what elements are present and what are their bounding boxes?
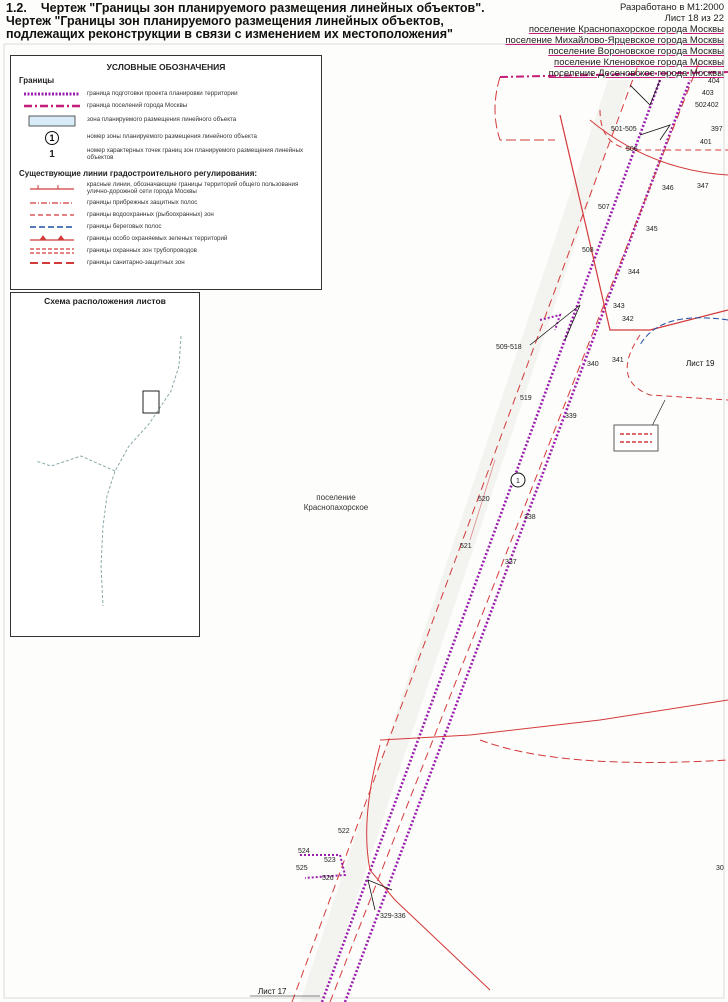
drawing-title (6, 2, 485, 41)
point-340: 340 (587, 361, 599, 368)
legend-text-zone: зона планируемого размещения линейного объекта (87, 116, 237, 124)
point-522: 522 (338, 828, 350, 835)
planning-boundary-symbol (22, 90, 82, 98)
point-labels (296, 78, 724, 920)
legend-text-green: границы особо охраняемых зеленых территорий (87, 234, 228, 242)
point-502: 502 (695, 102, 707, 109)
point-347: 347 (697, 183, 709, 190)
map-symbol-box (614, 425, 658, 451)
point-329-336: 329-336 (380, 913, 406, 920)
legend-panel (10, 55, 322, 290)
planning-boundary-right (345, 80, 690, 1002)
water-protection-symbol (28, 211, 76, 219)
point-339: 339 (565, 413, 577, 420)
legend-title: УСЛОВНЫЕ ОБОЗНАЧЕНИЯ (106, 62, 226, 72)
legend-text-planning: граница подготовки проекта планировки территории (87, 89, 238, 97)
legend-text-point-number: номер характерных точек границ зон планируемого размещения линейных объектов (87, 146, 304, 161)
title-line-3: подлежащих реконструкции в связи с изменением их местоположения" (6, 27, 453, 41)
pointer-501 (640, 125, 670, 140)
legend-row-water (17, 209, 321, 221)
point-403: 403 (702, 90, 714, 97)
scale-info: Разработано в М1:2000 (620, 2, 724, 13)
legend-text-shore: границы береговых полос (87, 222, 162, 230)
planning-boundary-left (322, 80, 660, 1002)
settlement-5: поселение Десеновское города Москвы (548, 68, 724, 79)
point-345: 345 (646, 226, 658, 233)
zone-number: 1 (516, 478, 520, 485)
point-509-518: 509-518 (496, 344, 522, 351)
legend-text-pipeline: границы охранных зон трубопроводов (87, 246, 197, 254)
point-343: 343 (613, 303, 625, 310)
red-line-upper (495, 77, 555, 140)
legend-text-coastal: границы прибрежных защитных полос (87, 198, 198, 206)
schema-diagram (11, 306, 197, 626)
pipeline-symbol (28, 247, 76, 255)
sheet-number: Лист 18 из 22 (664, 13, 724, 24)
legend-row-zone (17, 112, 321, 129)
legend-boundaries-heading: Границы (19, 76, 55, 85)
sanitary-symbol (28, 259, 76, 267)
point-520: 520 (478, 496, 490, 503)
green-area-symbol (28, 235, 76, 243)
legend-row-planning (17, 88, 321, 100)
legend-text-settlement: граница поселений города Москвы (87, 101, 188, 109)
legend-text-red-lines: красные линии, обозначающие границы территорий общего пользования улично-дорожной сети города Москвы (87, 180, 299, 195)
legend-row-settlement (17, 100, 321, 112)
point-346: 346 (662, 185, 674, 192)
settlement-2: поселение Михайлово-Ярцевское города Москвы (505, 35, 724, 46)
point-344: 344 (628, 269, 640, 276)
point-501-505: 501-505 (611, 126, 637, 133)
point-397: 397 (711, 126, 723, 133)
point-519: 519 (520, 395, 532, 402)
settlement-label-1: поселение (316, 493, 356, 502)
point-521: 521 (460, 543, 472, 550)
settlement-boundary-symbol (22, 102, 82, 110)
legend-row-coastal (17, 197, 321, 209)
point-401: 401 (700, 139, 712, 146)
red-lines-symbol (28, 184, 76, 194)
road-lower-dashed (480, 740, 728, 763)
point-506: 506 (626, 146, 638, 153)
point-number-mark: 1 (49, 149, 55, 160)
point-338: 338 (524, 514, 536, 521)
sheet-layout-schema (10, 292, 200, 637)
road-lower (380, 700, 728, 740)
settlement-label-2: Краснопахорское (303, 503, 369, 512)
legend-text-sanitary: границы санитарно-защитных зон (87, 258, 185, 266)
settlement-3: поселение Вороновское города Москвы (548, 46, 724, 57)
zone-strip (300, 80, 630, 1002)
legend-row-point-number (17, 146, 321, 163)
settlement-1: поселение Краснопахорское города Москвы (528, 24, 724, 35)
sheet-meta (505, 2, 724, 79)
title-line-2: Чертеж "Границы зон планируемого размещения линейных объектов, (6, 14, 444, 28)
sheet-17-label[interactable]: Лист 17 (258, 987, 287, 996)
legend-row-sanitary (17, 257, 321, 269)
point-404: 404 (708, 78, 720, 85)
point-342: 342 (622, 316, 634, 323)
red-line-road (560, 115, 728, 330)
point-337: 337 (505, 559, 517, 566)
schema-title: Схема расположения листов (44, 296, 166, 306)
point-507: 507 (598, 204, 610, 211)
legend-regulation-heading: Существующие линии градостроительного регулирования: (19, 169, 258, 178)
settlement-4: поселение Кленовское города Москвы (554, 57, 724, 68)
point-523: 523 (324, 857, 336, 864)
title-line-1: Чертеж "Границы зон планируемого размещения линейных объектов". (40, 1, 485, 15)
sheet-19-label[interactable]: Лист 19 (686, 359, 715, 368)
schema-route (101, 336, 181, 606)
legend-text-water: границы водоохранных (рыбоохранных) зон (87, 210, 214, 218)
water-zone-right (330, 60, 700, 1002)
point-526: 526 (322, 875, 334, 882)
legend-text-zone-number: номер зоны планируемого размещения линейного объекта (87, 133, 257, 141)
point-402: 402 (707, 102, 719, 109)
legend-row-shore (17, 221, 321, 233)
section-number: 1.2. (6, 1, 27, 15)
circle-number-symbol (44, 130, 60, 146)
point-508: 508 (582, 247, 594, 254)
legend-row-zone-number (17, 129, 321, 146)
schema-current-sheet[interactable] (143, 391, 159, 413)
zone-fill-symbol (28, 115, 76, 127)
coastal-protection-symbol (28, 199, 76, 207)
point-524: 524 (298, 848, 310, 855)
shore-strip-symbol (28, 223, 76, 231)
point-525: 525 (296, 865, 308, 872)
legend-row-pipeline (17, 245, 321, 257)
circle-number-mark: 1 (49, 132, 55, 143)
schema-branch (36, 456, 115, 471)
point-341: 341 (612, 357, 624, 364)
legend-row-red-lines (17, 180, 321, 197)
legend-row-green (17, 233, 321, 245)
point-30: 30 (716, 865, 724, 872)
